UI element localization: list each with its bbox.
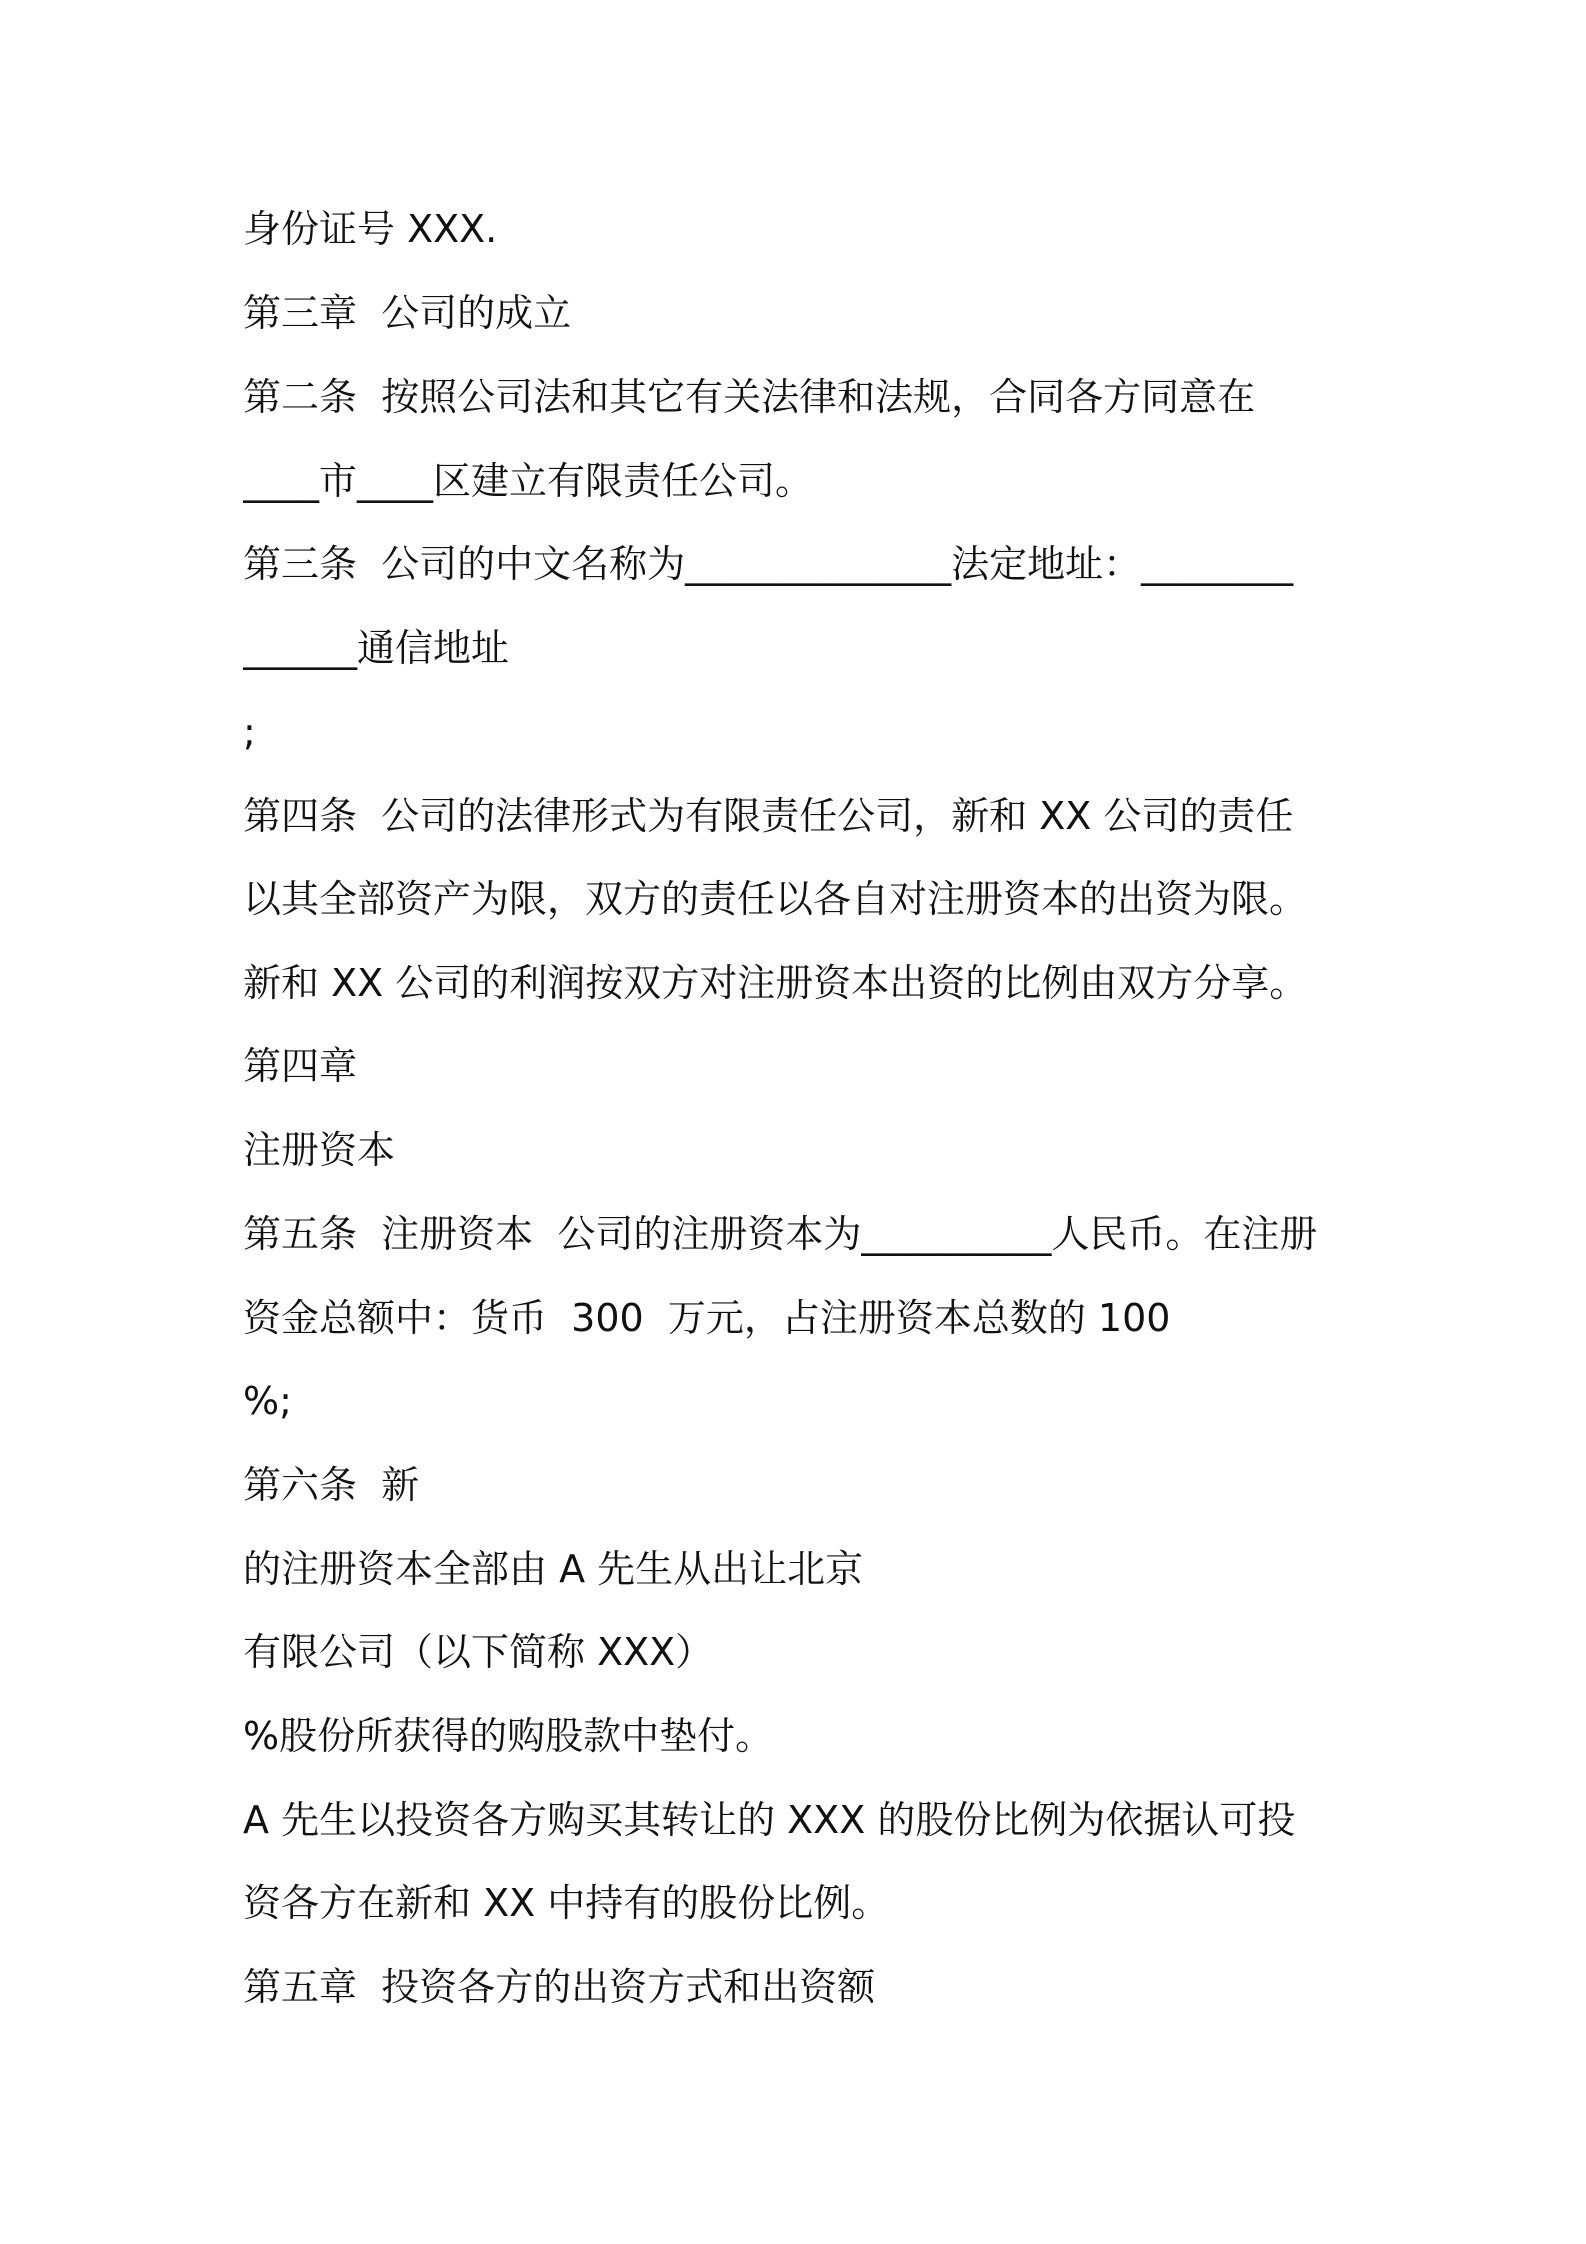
chapter-3-heading: 第三章 公司的成立 — [243, 291, 572, 335]
article-5-line-2: 资金总额中：货币 300 万元，占注册资本总数的 100 — [243, 1296, 1171, 1340]
article-2-line-2: ____市____区建立有限责任公司。 — [243, 459, 814, 503]
article-3-line-1: 第三条 公司的中文名称为______________法定地址：________ — [243, 542, 1294, 586]
article-6-line-5: A 先生以投资各方购买其转让的 XXX 的股份比例为依据认可投 — [243, 1798, 1296, 1842]
article-6-line-3: 有限公司（以下简称 XXX） — [243, 1630, 714, 1674]
article-2-line-1: 第二条 按照公司法和其它有关法律和法规，合同各方同意在 — [243, 375, 1256, 419]
chapter-4-title: 注册资本 — [243, 1128, 396, 1172]
article-6-line-1: 第六条 新 — [243, 1463, 420, 1507]
article-5-line-3: %; — [243, 1379, 292, 1423]
article-4-line-3: 新和 XX 公司的利润按双方对注册资本出资的比例由双方分享。 — [243, 961, 1308, 1005]
article-6-line-2: 的注册资本全部由 A 先生从出让北京 — [243, 1547, 864, 1591]
article-3-line-2: ______通信地址 — [243, 626, 510, 670]
article-6-line-4: %股份所获得的购股款中垫付。 — [243, 1714, 774, 1758]
article-5-line-1: 第五条 注册资本 公司的注册资本为__________人民币。在注册 — [243, 1212, 1318, 1256]
chapter-4-heading: 第四章 — [243, 1044, 358, 1088]
text-line-id-number: 身份证号 XXX. — [243, 207, 498, 251]
article-4-line-2: 以其全部资产为限，双方的责任以各自对注册资本的出资为限。 — [243, 877, 1308, 921]
article-6-line-6: 资各方在新和 XX 中持有的股份比例。 — [243, 1881, 890, 1925]
chapter-5-heading: 第五章 投资各方的出资方式和出资额 — [243, 1965, 876, 2009]
article-4-line-1: 第四条 公司的法律形式为有限责任公司，新和 XX 公司的责任 — [243, 794, 1294, 838]
article-3-line-3: ; — [243, 710, 256, 754]
